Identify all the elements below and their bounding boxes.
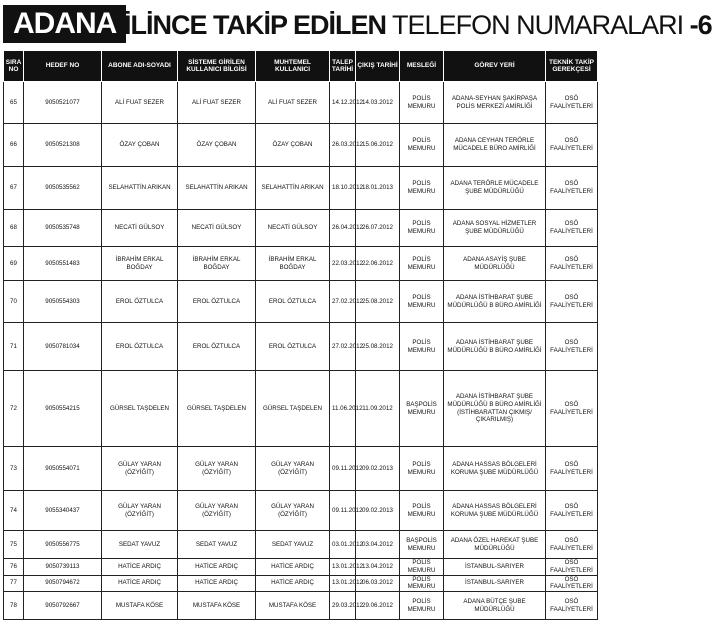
cell-muhtemel: EROL ÖZTULCA	[256, 323, 330, 371]
header-gorev: GÖREV YERİ	[444, 51, 546, 82]
cell-sistem: EROL ÖZTULCA	[178, 323, 256, 371]
cell-sistem: MUSTAFA KÖSE	[178, 592, 256, 620]
cell-meslek: POLİS MEMURU	[400, 592, 444, 620]
cell-meslek: POLİS MEMURU	[400, 447, 444, 491]
cell-muhtemel: İBRAHİM ERKAL BOĞDAY	[256, 247, 330, 281]
cell-hedef: 9050554071	[24, 447, 102, 491]
cell-no: 72	[4, 371, 24, 447]
cell-cikis: 25.08.2012	[356, 323, 400, 371]
cell-abone: MUSTAFA KÖSE	[102, 592, 178, 620]
cell-hedef: 9050781034	[24, 323, 102, 371]
cell-hedef: 9050535562	[24, 167, 102, 210]
cell-gerekce: OSÖ FAALİYETLERİ	[546, 575, 598, 592]
cell-sistem: GÜLAY YARAN (ÖZYİĞİT)	[178, 447, 256, 491]
cell-cikis: 09.02.2013	[356, 491, 400, 531]
cell-cikis: 06.03.2012	[356, 575, 400, 592]
cell-muhtemel: GÜRSEL TAŞDELEN	[256, 371, 330, 447]
cell-meslek: BAŞPOLİS MEMURU	[400, 531, 444, 559]
cell-gorev: ADANA ÖZEL HAREKAT ŞUBE MÜDÜRLÜĞÜ	[444, 531, 546, 559]
header-muhtemel: MUHTEMEL KULLANICI	[256, 51, 330, 82]
cell-sistem: GÜLAY YARAN (ÖZYİĞİT)	[178, 491, 256, 531]
cell-gerekce: OSÖ FAALİYETLERİ	[546, 281, 598, 323]
header-cikis: ÇIKIŞ TARİHİ	[356, 51, 400, 82]
cell-no: 77	[4, 575, 24, 592]
cell-no: 71	[4, 323, 24, 371]
table-row	[4, 124, 598, 167]
header-hedef-no: HEDEF NO	[24, 51, 102, 82]
cell-gorev: ADANA TERÖRLE MÜCADELE ŞUBE MÜDÜRLÜĞÜ	[444, 167, 546, 210]
cell-sistem: HATİCE ARDIÇ	[178, 559, 256, 576]
cell-talep: 13.01.2012	[330, 559, 356, 576]
cell-gorev: ADANA İSTİHBARAT ŞUBE MÜDÜRLÜĞÜ B BÜRO AMİRLİĞİ	[444, 323, 546, 371]
cell-gerekce: OSÖ FAALİYETLERİ	[546, 82, 598, 124]
table-row	[4, 82, 598, 124]
cell-gerekce: OSÖ FAALİYETLERİ	[546, 592, 598, 620]
cell-cikis: 11.09.2012	[356, 371, 400, 447]
cell-abone: HATİCE ARDIÇ	[102, 559, 178, 576]
cell-no: 66	[4, 124, 24, 167]
cell-abone: SELAHATTİN ARIKAN	[102, 167, 178, 210]
cell-abone: İBRAHİM ERKAL BOĞDAY	[102, 247, 178, 281]
cell-cikis: 14.03.2012	[356, 82, 400, 124]
cell-gerekce: OSÖ FAALİYETLERİ	[546, 124, 598, 167]
cell-muhtemel: ÖZAY ÇOBAN	[256, 124, 330, 167]
title-suffix: -6	[689, 10, 712, 40]
cell-cikis: 26.07.2012	[356, 210, 400, 247]
cell-talep: 14.12.2012	[330, 82, 356, 124]
header-sistem: SİSTEME GİRİLEN KULLANICI BİLGİSİ	[178, 51, 256, 82]
title-normal-part: TELEFON NUMARALARI	[392, 10, 684, 40]
cell-talep: 27.02.2012	[330, 281, 356, 323]
cell-muhtemel: HATİCE ARDIÇ	[256, 575, 330, 592]
cell-muhtemel: SEDAT YAVUZ	[256, 531, 330, 559]
cell-cikis: 03.04.2012	[356, 531, 400, 559]
cell-muhtemel: SELAHATTİN ARIKAN	[256, 167, 330, 210]
table-body	[4, 82, 598, 620]
title-city-box: ADANA	[3, 5, 126, 43]
cell-muhtemel: ALİ FUAT SEZER	[256, 82, 330, 124]
title-text	[124, 6, 712, 44]
cell-talep: 03.01.2012	[330, 531, 356, 559]
cell-gerekce: OSÖ FAALİYETLERİ	[546, 531, 598, 559]
cell-hedef: 9050535748	[24, 210, 102, 247]
cell-cikis: 13.04.2012	[356, 559, 400, 576]
cell-talep: 11.06.2012	[330, 371, 356, 447]
cell-cikis: 22.06.2012	[356, 247, 400, 281]
cell-cikis: 09.02.2013	[356, 447, 400, 491]
cell-gorev: ADANA İSTİHBARAT ŞUBE MÜDÜRLÜĞÜ B BÜRO AMİRLİĞİ (İSTİHBARATTAN ÇIKMIŞ/ÇIKARILMIŞ)	[444, 371, 546, 447]
cell-hedef: 9055340437	[24, 491, 102, 531]
cell-abone: ÖZAY ÇOBAN	[102, 124, 178, 167]
cell-talep: 27.02.2012	[330, 323, 356, 371]
cell-gorev: ADANA-SEYHAN ŞAKİRPAŞA POLİS MERKEZİ AMİRLİĞİ	[444, 82, 546, 124]
cell-gorev: İSTANBUL-SARIYER	[444, 559, 546, 576]
cell-no: 75	[4, 531, 24, 559]
cell-sistem: ÖZAY ÇOBAN	[178, 124, 256, 167]
cell-muhtemel: NECATİ GÜLSOY	[256, 210, 330, 247]
cell-meslek: POLİS MEMURU	[400, 491, 444, 531]
table-row	[4, 247, 598, 281]
cell-talep: 22.03.2012	[330, 247, 356, 281]
cell-hedef: 9050792667	[24, 592, 102, 620]
cell-gorev: ADANA ASAYİŞ ŞUBE MÜDÜRLÜĞÜ	[444, 247, 546, 281]
cell-gorev: ADANA HASSAS BÖLGELERİ KORUMA ŞUBE MÜDÜRLÜĞÜ	[444, 491, 546, 531]
header-meslek: MESLEĞİ	[400, 51, 444, 82]
cell-hedef: 9050794672	[24, 575, 102, 592]
table-row	[4, 323, 598, 371]
cell-talep: 26.04.2012	[330, 210, 356, 247]
cell-meslek: POLİS MEMURU	[400, 247, 444, 281]
cell-gorev: İSTANBUL-SARIYER	[444, 575, 546, 592]
cell-meslek: POLİS MEMURU	[400, 575, 444, 592]
cell-no: 73	[4, 447, 24, 491]
cell-cikis: 29.06.2012	[356, 592, 400, 620]
cell-hedef: 9050739113	[24, 559, 102, 576]
cell-cikis: 15.06.2012	[356, 124, 400, 167]
cell-abone: EROL ÖZTULCA	[102, 323, 178, 371]
cell-gorev: ADANA İSTİHBARAT ŞUBE MÜDÜRLÜĞÜ B BÜRO AMİRLİĞİ	[444, 281, 546, 323]
cell-talep: 18.10.2012	[330, 167, 356, 210]
table-row	[4, 281, 598, 323]
table-row	[4, 575, 598, 592]
header-gerekce: TEKNİK TAKİP GEREKÇESİ	[546, 51, 598, 82]
cell-sistem: GÜRSEL TAŞDELEN	[178, 371, 256, 447]
cell-abone: SEDAT YAVUZ	[102, 531, 178, 559]
cell-no: 67	[4, 167, 24, 210]
table-row	[4, 167, 598, 210]
cell-muhtemel: MUSTAFA KÖSE	[256, 592, 330, 620]
cell-talep: 29.03.2012	[330, 592, 356, 620]
cell-abone: GÜLAY YARAN (ÖZYİĞİT)	[102, 447, 178, 491]
cell-gorev: ADANA BÜTÇE ŞUBE MÜDÜRLÜĞÜ	[444, 592, 546, 620]
table-row	[4, 559, 598, 576]
cell-gorev: ADANA HASSAS BÖLGELERİ KORUMA ŞUBE MÜDÜRLÜĞÜ	[444, 447, 546, 491]
table-row	[4, 371, 598, 447]
table-row	[4, 447, 598, 491]
cell-muhtemel: EROL ÖZTULCA	[256, 281, 330, 323]
table-header-row	[4, 51, 598, 82]
cell-no: 76	[4, 559, 24, 576]
cell-gorev: ADANA SOSYAL HİZMETLER ŞUBE MÜDÜRLÜĞÜ	[444, 210, 546, 247]
cell-talep: 09.11.2012	[330, 447, 356, 491]
cell-abone: NECATİ GÜLSOY	[102, 210, 178, 247]
cell-no: 70	[4, 281, 24, 323]
cell-meslek: POLİS MEMURU	[400, 82, 444, 124]
header-sira-no: SIRA NO	[4, 51, 24, 82]
cell-sistem: EROL ÖZTULCA	[178, 281, 256, 323]
cell-meslek: POLİS MEMURU	[400, 559, 444, 576]
table-row	[4, 210, 598, 247]
cell-talep: 13.01.2012	[330, 575, 356, 592]
cell-no: 68	[4, 210, 24, 247]
cell-gorev: ADANA CEYHAN TERÖRLE MÜCADELE BÜRO AMİRLİĞİ	[444, 124, 546, 167]
header-abone: ABONE ADI-SOYADI	[102, 51, 178, 82]
cell-meslek: POLİS MEMURU	[400, 124, 444, 167]
cell-abone: ALİ FUAT SEZER	[102, 82, 178, 124]
cell-cikis: 18.01.2013	[356, 167, 400, 210]
cell-no: 78	[4, 592, 24, 620]
cell-abone: HATİCE ARDIÇ	[102, 575, 178, 592]
cell-talep: 26.03.2012	[330, 124, 356, 167]
cell-hedef: 9050554215	[24, 371, 102, 447]
cell-hedef: 9050521308	[24, 124, 102, 167]
cell-abone: EROL ÖZTULCA	[102, 281, 178, 323]
cell-gerekce: OSÖ FAALİYETLERİ	[546, 210, 598, 247]
cell-meslek: POLİS MEMURU	[400, 210, 444, 247]
cell-sistem: İBRAHİM ERKAL BOĞDAY	[178, 247, 256, 281]
cell-meslek: POLİS MEMURU	[400, 167, 444, 210]
header-talep: TALEP TARİHİ	[330, 51, 356, 82]
cell-no: 74	[4, 491, 24, 531]
cell-sistem: HATİCE ARDIÇ	[178, 575, 256, 592]
cell-cikis: 25.08.2012	[356, 281, 400, 323]
cell-hedef: 9050551483	[24, 247, 102, 281]
cell-gerekce: OSÖ FAALİYETLERİ	[546, 167, 598, 210]
cell-gerekce: OSÖ FAALİYETLERİ	[546, 447, 598, 491]
cell-sistem: ALİ FUAT SEZER	[178, 82, 256, 124]
cell-talep: 09.11.2012	[330, 491, 356, 531]
cell-muhtemel: GÜLAY YARAN (ÖZYİĞİT)	[256, 491, 330, 531]
cell-hedef: 9050554303	[24, 281, 102, 323]
cell-sistem: SEDAT YAVUZ	[178, 531, 256, 559]
cell-sistem: NECATİ GÜLSOY	[178, 210, 256, 247]
cell-meslek: BAŞPOLİS MEMURU	[400, 371, 444, 447]
cell-gerekce: OSÖ FAALİYETLERİ	[546, 323, 598, 371]
phone-numbers-table	[3, 50, 598, 620]
page-title	[0, 0, 712, 46]
cell-gerekce: OSÖ FAALİYETLERİ	[546, 247, 598, 281]
cell-no: 69	[4, 247, 24, 281]
cell-hedef: 9050521077	[24, 82, 102, 124]
table-row	[4, 592, 598, 620]
title-bold-part: İLİNCE TAKİP EDİLEN	[124, 10, 387, 40]
cell-hedef: 9050556775	[24, 531, 102, 559]
cell-meslek: POLİS MEMURU	[400, 323, 444, 371]
cell-abone: GÜLAY YARAN (ÖZYİĞİT)	[102, 491, 178, 531]
table-row	[4, 531, 598, 559]
cell-muhtemel: GÜLAY YARAN (ÖZYİĞİT)	[256, 447, 330, 491]
cell-abone: GÜRSEL TAŞDELEN	[102, 371, 178, 447]
cell-gerekce: OSÖ FAALİYETLERİ	[546, 559, 598, 576]
cell-sistem: SELAHATTİN ARIKAN	[178, 167, 256, 210]
cell-meslek: POLİS MEMURU	[400, 281, 444, 323]
cell-gerekce: OSÖ FAALİYETLERİ	[546, 371, 598, 447]
table-row	[4, 491, 598, 531]
cell-muhtemel: HATİCE ARDIÇ	[256, 559, 330, 576]
cell-no: 65	[4, 82, 24, 124]
cell-gerekce: OSÖ FAALİYETLERİ	[546, 491, 598, 531]
